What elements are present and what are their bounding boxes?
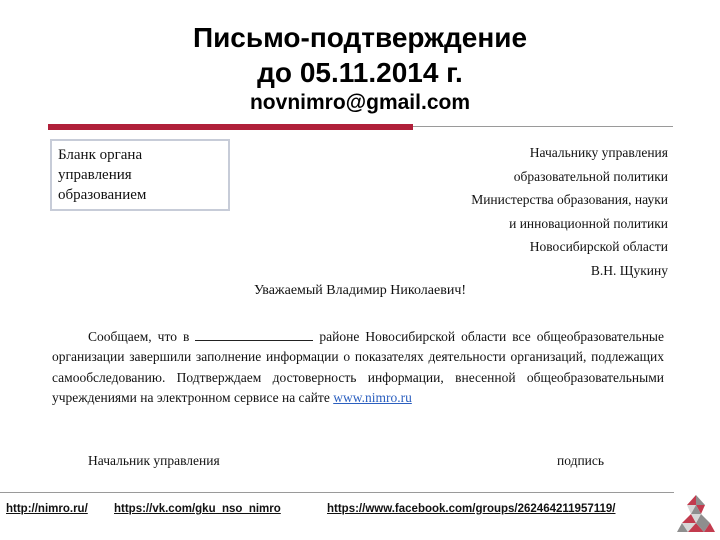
letterhead-box bbox=[50, 139, 230, 211]
deadline-date: до 05.11.2014 г. bbox=[257, 57, 463, 88]
signatory-position: Начальник управления bbox=[88, 453, 220, 468]
body-text-start: Сообщаем, что в bbox=[88, 329, 190, 344]
addressee-name: В.Н. Щукину bbox=[590, 262, 668, 278]
header-divider-accent bbox=[48, 124, 413, 130]
signature-placeholder: подпись bbox=[557, 453, 605, 468]
addressee-line: Новосибирской области bbox=[529, 239, 668, 254]
letterhead-line: Бланк органа bbox=[58, 147, 143, 163]
footer-link-facebook[interactable]: https://www.facebook.com/groups/262464211957119/ bbox=[327, 503, 616, 515]
district-blank-field bbox=[195, 329, 313, 341]
body-paragraph bbox=[52, 327, 664, 408]
site-link[interactable]: www.nimro.ru bbox=[333, 389, 412, 405]
contact-email: novnimro@gmail.com bbox=[249, 91, 470, 114]
letter-body bbox=[52, 327, 664, 408]
letterhead-line: управления bbox=[58, 167, 132, 183]
addressee-block bbox=[368, 141, 668, 282]
addressee-line: Министерства образования, науки bbox=[471, 192, 668, 207]
header-divider-line bbox=[413, 126, 673, 127]
addressee-line: образовательной политики bbox=[513, 168, 668, 184]
nimro-logo-icon bbox=[674, 492, 718, 536]
addressee-line: Начальнику управления bbox=[529, 145, 668, 160]
footer-divider bbox=[0, 492, 675, 493]
greeting: Уважаемый Владимир Николаевич! bbox=[253, 283, 467, 298]
addressee-line: и инновационной политики bbox=[509, 215, 668, 231]
letterhead-line: образованием bbox=[58, 187, 147, 203]
footer-link-nimro[interactable]: http://nimro.ru/ bbox=[6, 503, 88, 515]
letter-title: Письмо-подтверждение bbox=[192, 22, 528, 53]
footer-link-vk[interactable]: https://vk.com/gku_nso_nimro bbox=[114, 503, 281, 515]
body-text-main: районе Новосибирской области все общеобразовательные организации завершили заполнение информации о показателях деятельности организаций, подлежащих самообследованию. Подтверждаем достоверность информации, внесенной общеобразовательными учреждениями на электронном сервисе на сайте bbox=[52, 329, 664, 405]
